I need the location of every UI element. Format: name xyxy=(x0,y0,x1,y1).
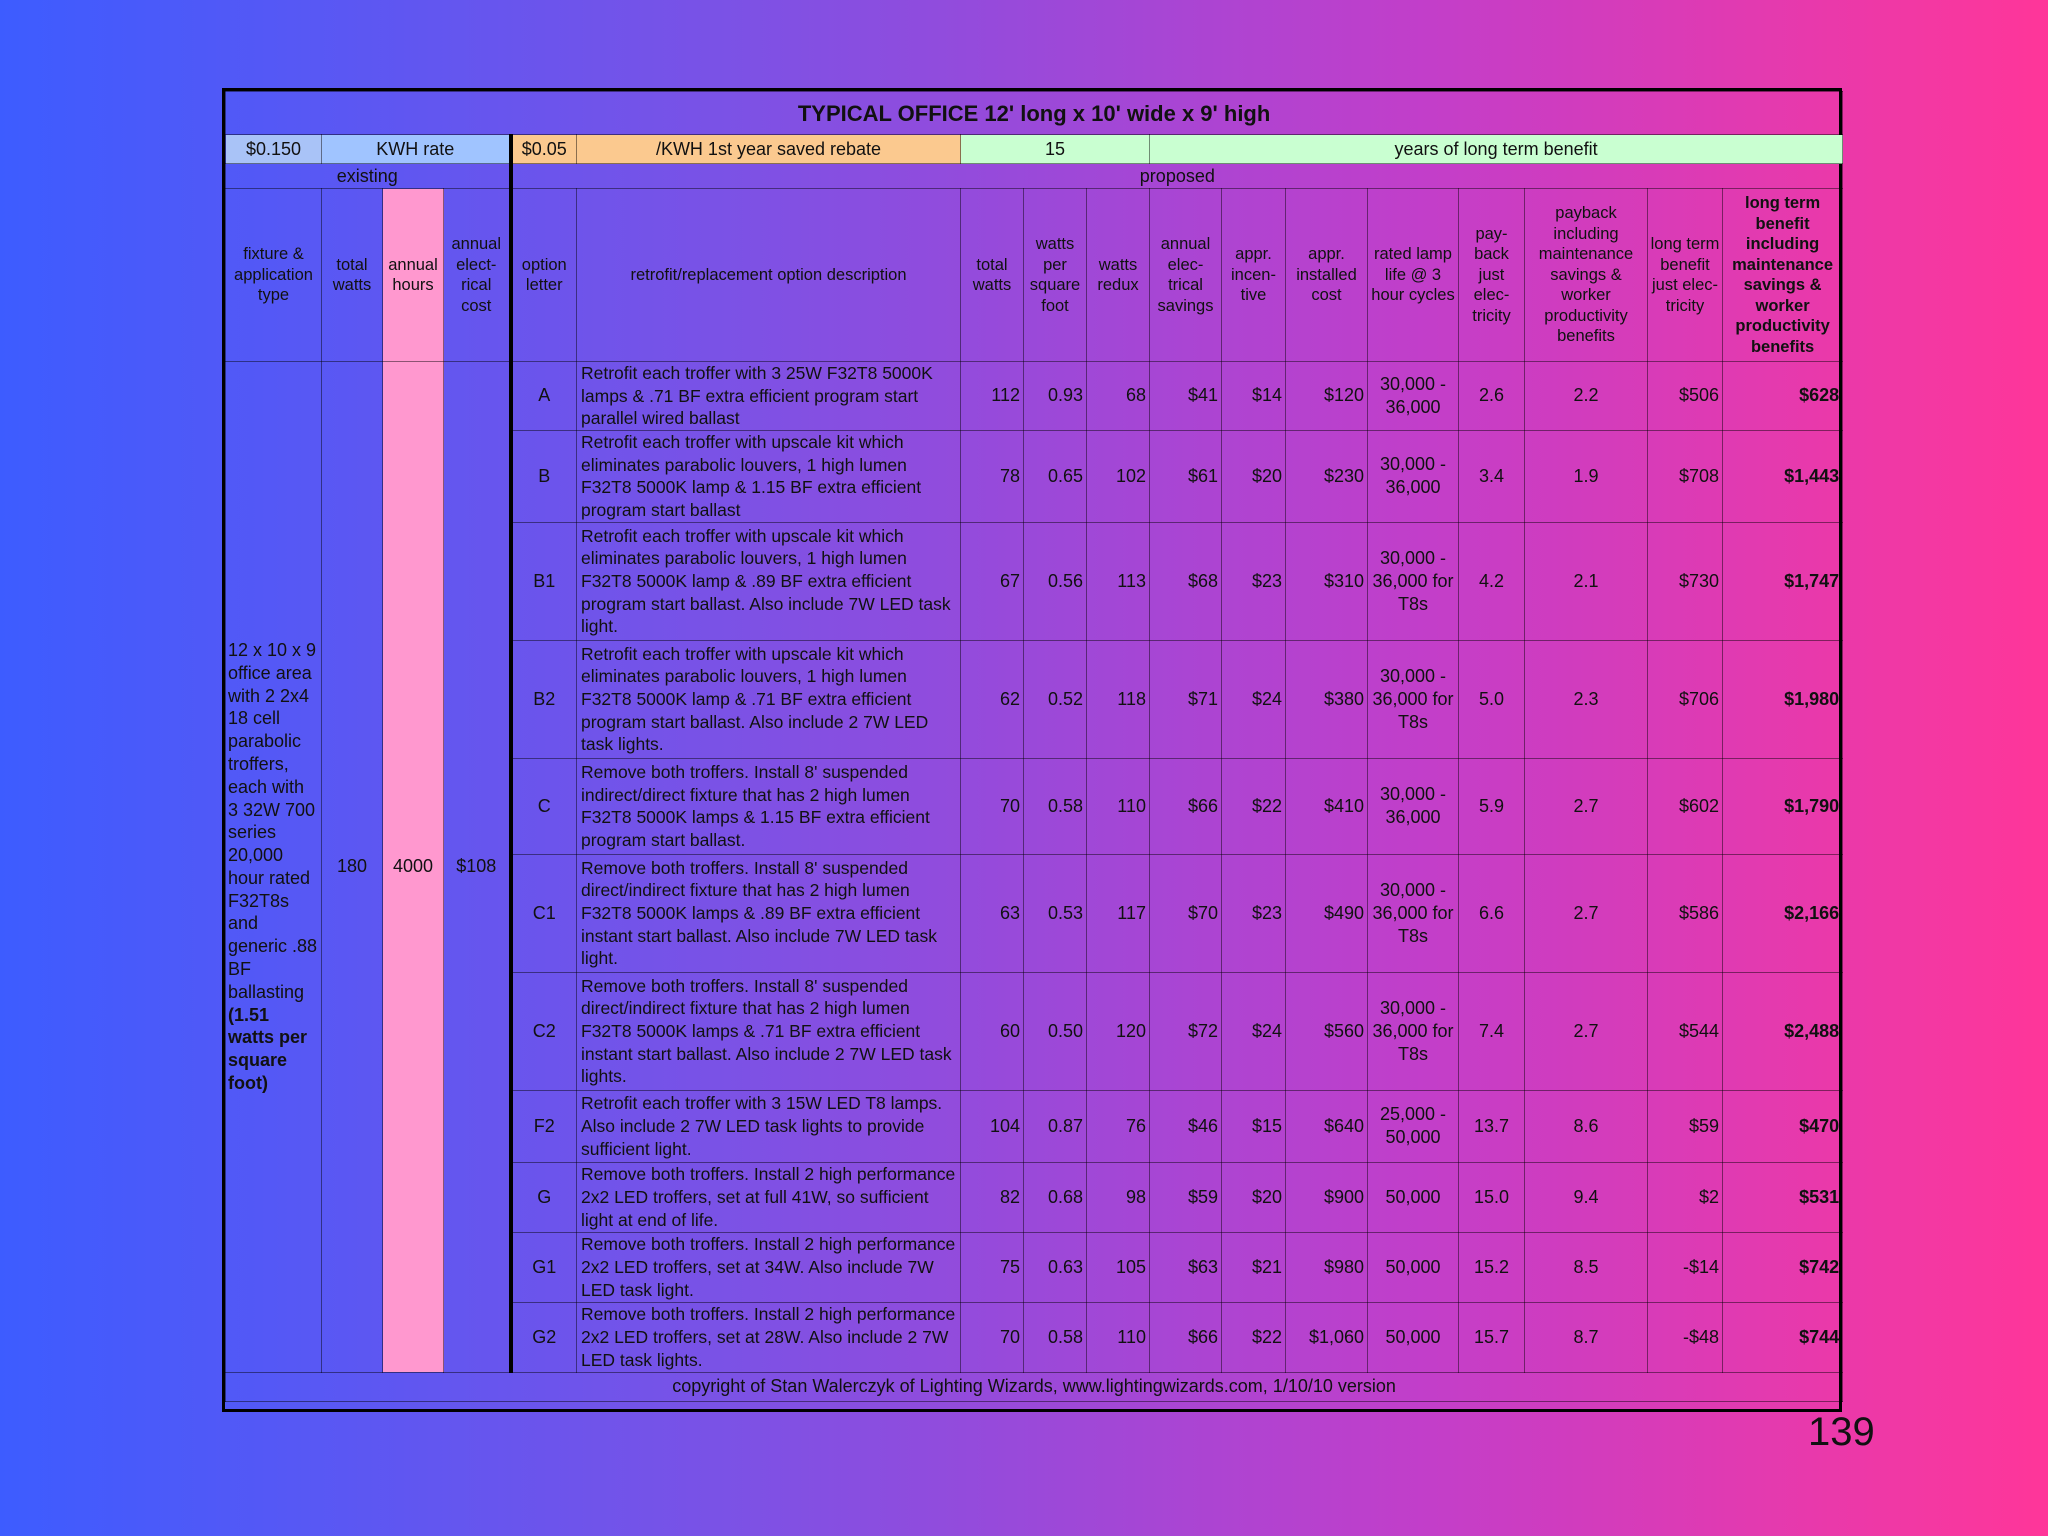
option-payback-elec: 13.7 xyxy=(1459,1090,1525,1162)
existing-fixture-desc xyxy=(226,362,322,1373)
header-watts-redux: watts redux xyxy=(1087,189,1150,362)
existing-annual-hours: 4000 xyxy=(383,362,444,1373)
option-lt-elec: -$48 xyxy=(1648,1302,1723,1372)
option-installed-cost: $120 xyxy=(1286,362,1368,431)
option-incentive: $21 xyxy=(1222,1232,1286,1302)
option-annual-savings: $71 xyxy=(1150,640,1222,758)
option-incentive: $23 xyxy=(1222,522,1286,640)
option-lt-incl: $2,488 xyxy=(1723,972,1843,1090)
option-letter: B xyxy=(511,430,577,522)
option-installed-cost: $560 xyxy=(1286,972,1368,1090)
header-annual-cost: annual elect-rical cost xyxy=(444,189,511,362)
option-annual-savings: $46 xyxy=(1150,1090,1222,1162)
fixture-density-text: (1.51 watts per square foot) xyxy=(228,1004,308,1094)
header-lamp-life: rated lamp life @ 3 hour cycles xyxy=(1368,189,1459,362)
lighting-comparison-table xyxy=(222,88,1842,1412)
option-installed-cost: $310 xyxy=(1286,522,1368,640)
option-letter: A xyxy=(511,362,577,431)
option-payback-incl: 8.6 xyxy=(1525,1090,1648,1162)
option-lt-elec: -$14 xyxy=(1648,1232,1723,1302)
option-annual-savings: $66 xyxy=(1150,1302,1222,1372)
option-watts-redux: 118 xyxy=(1087,640,1150,758)
option-installed-cost: $640 xyxy=(1286,1090,1368,1162)
proposed-section-label: proposed xyxy=(511,164,1843,189)
option-watts-per-sqft: 0.65 xyxy=(1024,430,1087,522)
option-annual-savings: $41 xyxy=(1150,362,1222,431)
option-annual-savings: $61 xyxy=(1150,430,1222,522)
option-lamp-life: 50,000 xyxy=(1368,1302,1459,1372)
option-payback-elec: 6.6 xyxy=(1459,854,1525,972)
option-total-watts: 78 xyxy=(961,430,1024,522)
option-lt-incl: $1,790 xyxy=(1723,758,1843,854)
option-lamp-life: 30,000 - 36,000 xyxy=(1368,430,1459,522)
option-letter: C1 xyxy=(511,854,577,972)
option-installed-cost: $490 xyxy=(1286,854,1368,972)
option-payback-elec: 4.2 xyxy=(1459,522,1525,640)
option-installed-cost: $980 xyxy=(1286,1232,1368,1302)
option-installed-cost: $1,060 xyxy=(1286,1302,1368,1372)
option-lamp-life: 50,000 xyxy=(1368,1232,1459,1302)
option-watts-per-sqft: 0.56 xyxy=(1024,522,1087,640)
option-lt-incl: $744 xyxy=(1723,1302,1843,1372)
option-payback-incl: 2.2 xyxy=(1525,362,1648,431)
option-lamp-life: 30,000 - 36,000 xyxy=(1368,758,1459,854)
option-total-watts: 75 xyxy=(961,1232,1024,1302)
option-payback-elec: 15.0 xyxy=(1459,1162,1525,1232)
existing-total-watts: 180 xyxy=(322,362,383,1373)
option-watts-redux: 110 xyxy=(1087,758,1150,854)
option-payback-elec: 2.6 xyxy=(1459,362,1525,431)
header-payback-elec: pay-back just elec-tricity xyxy=(1459,189,1525,362)
option-watts-redux: 98 xyxy=(1087,1162,1150,1232)
option-total-watts: 63 xyxy=(961,854,1024,972)
option-payback-elec: 3.4 xyxy=(1459,430,1525,522)
option-total-watts: 60 xyxy=(961,972,1024,1090)
option-incentive: $24 xyxy=(1222,972,1286,1090)
header-annual-savings: annual elec-trical savings xyxy=(1150,189,1222,362)
header-proposed-total-watts: total watts xyxy=(961,189,1024,362)
option-watts-redux: 68 xyxy=(1087,362,1150,431)
option-installed-cost: $900 xyxy=(1286,1162,1368,1232)
option-letter: G2 xyxy=(511,1302,577,1372)
years-value: 15 xyxy=(961,135,1150,164)
option-description: Retrofit each troffer with upscale kit which eliminates parabolic louvers, 1 high lumen F32T8 5000K lamp & 1.15 BF extra efficient program start ballast xyxy=(577,430,961,522)
option-letter: F2 xyxy=(511,1090,577,1162)
option-annual-savings: $72 xyxy=(1150,972,1222,1090)
option-lt-elec: $730 xyxy=(1648,522,1723,640)
option-payback-elec: 15.2 xyxy=(1459,1232,1525,1302)
option-payback-elec: 5.0 xyxy=(1459,640,1525,758)
option-lt-incl: $2,166 xyxy=(1723,854,1843,972)
header-fixture: fixture & application type xyxy=(226,189,322,362)
option-lt-incl: $1,443 xyxy=(1723,430,1843,522)
option-watts-per-sqft: 0.93 xyxy=(1024,362,1087,431)
option-letter: G xyxy=(511,1162,577,1232)
option-lt-elec: $2 xyxy=(1648,1162,1723,1232)
option-payback-incl: 2.1 xyxy=(1525,522,1648,640)
option-lt-elec: $544 xyxy=(1648,972,1723,1090)
option-description: Remove both troffers. Install 2 high performance 2x2 LED troffers, set at full 41W, so sufficient light at end of life. xyxy=(577,1162,961,1232)
option-total-watts: 70 xyxy=(961,1302,1024,1372)
option-letter: B2 xyxy=(511,640,577,758)
header-watts-per-sqft: watts per square foot xyxy=(1024,189,1087,362)
option-annual-savings: $63 xyxy=(1150,1232,1222,1302)
kwh-price: $0.150 xyxy=(226,135,322,164)
option-description: Remove both troffers. Install 2 high performance 2x2 LED troffers, set at 28W. Also include 2 7W LED task lights. xyxy=(577,1302,961,1372)
option-payback-elec: 7.4 xyxy=(1459,972,1525,1090)
option-lamp-life: 30,000 - 36,000 for T8s xyxy=(1368,854,1459,972)
option-payback-incl: 2.7 xyxy=(1525,758,1648,854)
option-lt-incl: $1,747 xyxy=(1723,522,1843,640)
option-watts-redux: 102 xyxy=(1087,430,1150,522)
option-incentive: $14 xyxy=(1222,362,1286,431)
option-watts-per-sqft: 0.58 xyxy=(1024,1302,1087,1372)
option-description: Remove both troffers. Install 8' suspended indirect/direct fixture that has 2 high lumen F32T8 5000K lamps & 1.15 BF extra efficient program start ballast. xyxy=(577,758,961,854)
header-incentive: appr. incen-tive xyxy=(1222,189,1286,362)
option-incentive: $20 xyxy=(1222,1162,1286,1232)
option-incentive: $22 xyxy=(1222,1302,1286,1372)
option-lt-incl: $628 xyxy=(1723,362,1843,431)
years-label: years of long term benefit xyxy=(1150,135,1843,164)
option-payback-incl: 2.7 xyxy=(1525,972,1648,1090)
option-annual-savings: $59 xyxy=(1150,1162,1222,1232)
option-watts-per-sqft: 0.52 xyxy=(1024,640,1087,758)
option-watts-redux: 113 xyxy=(1087,522,1150,640)
option-incentive: $15 xyxy=(1222,1090,1286,1162)
option-description: Remove both troffers. Install 8' suspended direct/indirect fixture that has 2 high lumen F32T8 5000K lamps & .71 BF extra efficient instant start ballast. Also include 2 7W LED task lights. xyxy=(577,972,961,1090)
option-description: Retrofit each troffer with upscale kit which eliminates parabolic louvers, 1 high lumen F32T8 5000K lamp & .89 BF extra efficient program start ballast. Also include 7W LED task light. xyxy=(577,522,961,640)
option-description: Remove both troffers. Install 2 high performance 2x2 LED troffers, set at 34W. Also include 7W LED task light. xyxy=(577,1232,961,1302)
copyright-text: copyright of Stan Walerczyk of Lighting Wizards, www.lightingwizards.com, 1/10/10 version xyxy=(226,1372,1843,1401)
option-lt-elec: $708 xyxy=(1648,430,1723,522)
option-description: Retrofit each troffer with upscale kit which eliminates parabolic louvers, 1 high lumen F32T8 5000K lamp & .71 BF extra efficient program start ballast. Also include 2 7W LED task lights. xyxy=(577,640,961,758)
option-lamp-life: 30,000 - 36,000 for T8s xyxy=(1368,522,1459,640)
header-lt-incl: long term benefit including maintenance savings & worker productivity benefits xyxy=(1723,189,1843,362)
option-total-watts: 112 xyxy=(961,362,1024,431)
option-lamp-life: 50,000 xyxy=(1368,1162,1459,1232)
existing-section-label: existing xyxy=(226,164,511,189)
page-number: 139 xyxy=(1808,1410,1875,1454)
option-total-watts: 70 xyxy=(961,758,1024,854)
option-lt-elec: $59 xyxy=(1648,1090,1723,1162)
option-letter: C2 xyxy=(511,972,577,1090)
option-lt-elec: $706 xyxy=(1648,640,1723,758)
option-annual-savings: $68 xyxy=(1150,522,1222,640)
option-total-watts: 104 xyxy=(961,1090,1024,1162)
table-title: TYPICAL OFFICE 12' long x 10' wide x 9' high xyxy=(226,92,1843,135)
option-description: Retrofit each troffer with 3 25W F32T8 5000K lamps & .71 BF extra efficient program start parallel wired ballast xyxy=(577,362,961,431)
option-lt-elec: $586 xyxy=(1648,854,1723,972)
option-watts-redux: 76 xyxy=(1087,1090,1150,1162)
option-incentive: $23 xyxy=(1222,854,1286,972)
header-total-watts: total watts xyxy=(322,189,383,362)
header-installed-cost: appr. installed cost xyxy=(1286,189,1368,362)
option-lt-incl: $470 xyxy=(1723,1090,1843,1162)
option-incentive: $22 xyxy=(1222,758,1286,854)
rebate-label: /KWH 1st year saved rebate xyxy=(577,135,961,164)
kwh-rate-label: KWH rate xyxy=(322,135,511,164)
option-watts-per-sqft: 0.58 xyxy=(1024,758,1087,854)
option-payback-incl: 9.4 xyxy=(1525,1162,1648,1232)
option-description: Retrofit each troffer with 3 15W LED T8 lamps. Also include 2 7W LED task lights to provide sufficient light. xyxy=(577,1090,961,1162)
header-option-letter: option letter xyxy=(511,189,577,362)
fixture-desc-text: 12 x 10 x 9 office area with 2 2x4 18 cell parabolic troffers, each with 3 32W 700 series 20,000 hour rated F32T8s and generic .88 BF ballasting xyxy=(228,639,318,1002)
option-payback-incl: 2.7 xyxy=(1525,854,1648,972)
option-installed-cost: $230 xyxy=(1286,430,1368,522)
option-total-watts: 67 xyxy=(961,522,1024,640)
rebate-price: $0.05 xyxy=(511,135,577,164)
option-installed-cost: $410 xyxy=(1286,758,1368,854)
option-lt-incl: $742 xyxy=(1723,1232,1843,1302)
option-payback-elec: 5.9 xyxy=(1459,758,1525,854)
header-annual-hours: annual hours xyxy=(383,189,444,362)
option-watts-per-sqft: 0.68 xyxy=(1024,1162,1087,1232)
option-lamp-life: 30,000 - 36,000 for T8s xyxy=(1368,640,1459,758)
option-watts-per-sqft: 0.63 xyxy=(1024,1232,1087,1302)
header-payback-incl: payback including maintenance savings & worker productivity benefits xyxy=(1525,189,1648,362)
option-payback-incl: 2.3 xyxy=(1525,640,1648,758)
option-watts-redux: 105 xyxy=(1087,1232,1150,1302)
option-lt-incl: $1,980 xyxy=(1723,640,1843,758)
option-letter: G1 xyxy=(511,1232,577,1302)
option-description: Remove both troffers. Install 8' suspended direct/indirect fixture that has 2 high lumen F32T8 5000K lamps & .89 BF extra efficient instant start ballast. Also include 7W LED task light. xyxy=(577,854,961,972)
option-annual-savings: $66 xyxy=(1150,758,1222,854)
option-payback-incl: 8.5 xyxy=(1525,1232,1648,1302)
option-payback-incl: 8.7 xyxy=(1525,1302,1648,1372)
option-watts-redux: 120 xyxy=(1087,972,1150,1090)
option-total-watts: 82 xyxy=(961,1162,1024,1232)
option-watts-per-sqft: 0.53 xyxy=(1024,854,1087,972)
option-annual-savings: $70 xyxy=(1150,854,1222,972)
option-watts-redux: 110 xyxy=(1087,1302,1150,1372)
option-lt-elec: $506 xyxy=(1648,362,1723,431)
option-watts-per-sqft: 0.87 xyxy=(1024,1090,1087,1162)
header-description: retrofit/replacement option description xyxy=(577,189,961,362)
option-incentive: $24 xyxy=(1222,640,1286,758)
option-incentive: $20 xyxy=(1222,430,1286,522)
header-lt-elec: long term benefit just elec-tricity xyxy=(1648,189,1723,362)
option-total-watts: 62 xyxy=(961,640,1024,758)
option-payback-elec: 15.7 xyxy=(1459,1302,1525,1372)
option-lamp-life: 25,000 - 50,000 xyxy=(1368,1090,1459,1162)
option-watts-per-sqft: 0.50 xyxy=(1024,972,1087,1090)
table-row xyxy=(226,362,1843,431)
existing-annual-cost: $108 xyxy=(444,362,511,1373)
option-watts-redux: 117 xyxy=(1087,854,1150,972)
option-letter: C xyxy=(511,758,577,854)
option-lamp-life: 30,000 - 36,000 xyxy=(1368,362,1459,431)
option-letter: B1 xyxy=(511,522,577,640)
option-installed-cost: $380 xyxy=(1286,640,1368,758)
option-lt-elec: $602 xyxy=(1648,758,1723,854)
option-lamp-life: 30,000 - 36,000 for T8s xyxy=(1368,972,1459,1090)
option-payback-incl: 1.9 xyxy=(1525,430,1648,522)
option-lt-incl: $531 xyxy=(1723,1162,1843,1232)
